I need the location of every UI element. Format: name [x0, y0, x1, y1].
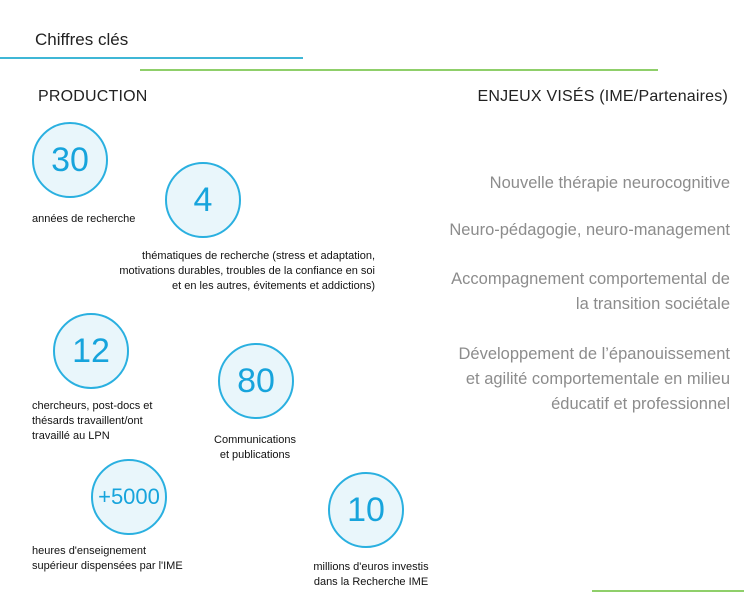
- title-underline-blue: [0, 57, 303, 59]
- stat-caption-investment: [284, 560, 458, 590]
- page-title: Chiffres clés: [35, 30, 129, 49]
- section-heading-production: PRODUCTION: [38, 88, 148, 105]
- enjeu-line: la transition sociétale: [575, 295, 730, 313]
- stat-circle-investment: 10: [328, 472, 404, 548]
- enjeu-item: [400, 171, 730, 196]
- caption-line: Communications: [214, 434, 296, 446]
- enjeu-line: et agilité comportementale en milieu: [465, 370, 730, 388]
- caption-line: supérieur dispensées par l'IME: [32, 560, 183, 572]
- enjeu-line: Accompagnement comportemental de: [451, 270, 730, 288]
- enjeu-line: Développement de l’épanouissement: [458, 345, 730, 363]
- enjeu-item: [400, 218, 730, 243]
- divider-green: [140, 69, 658, 71]
- divider-green-bottom: [592, 590, 744, 592]
- stat-circle-themes: 4: [165, 162, 241, 238]
- enjeu-item: [400, 267, 730, 317]
- stat-caption-teaching-hours: [32, 544, 183, 574]
- caption-line: millions d'euros investis: [313, 561, 429, 573]
- stat-circle-teaching-hours: +5000: [91, 459, 167, 535]
- caption-line: thésards travaillent/ont: [32, 415, 143, 427]
- stat-caption-years: [32, 212, 135, 227]
- stat-circle-years: 30: [32, 122, 108, 198]
- stat-caption-publications: [190, 433, 320, 463]
- caption-line: chercheurs, post-docs et: [32, 400, 153, 412]
- caption-line: dans la Recherche IME: [313, 576, 429, 588]
- caption-line: thématiques de recherche (stress et adaptation,: [142, 250, 375, 262]
- enjeu-line: Neuro-pédagogie, neuro-management: [449, 221, 730, 239]
- caption-line: années de recherche: [32, 213, 136, 225]
- caption-line: heures d'enseignement: [32, 545, 147, 557]
- caption-line: travaillé au LPN: [32, 430, 110, 442]
- enjeu-line: Nouvelle thérapie neurocognitive: [489, 174, 730, 192]
- caption-line: motivations durables, troubles de la confiance en soi: [119, 265, 375, 277]
- section-heading-enjeux: ENJEUX VISÉS (IME/Partenaires): [477, 88, 728, 105]
- caption-line: et en les autres, évitements et addictions): [172, 280, 375, 292]
- stat-caption-researchers: [32, 399, 152, 444]
- caption-line: et publications: [219, 449, 291, 461]
- enjeu-item: [400, 342, 730, 417]
- enjeu-line: éducatif et professionnel: [551, 395, 730, 413]
- stat-caption-themes: [88, 249, 375, 294]
- stat-circle-publications: 80: [218, 343, 294, 419]
- stat-circle-researchers: 12: [53, 313, 129, 389]
